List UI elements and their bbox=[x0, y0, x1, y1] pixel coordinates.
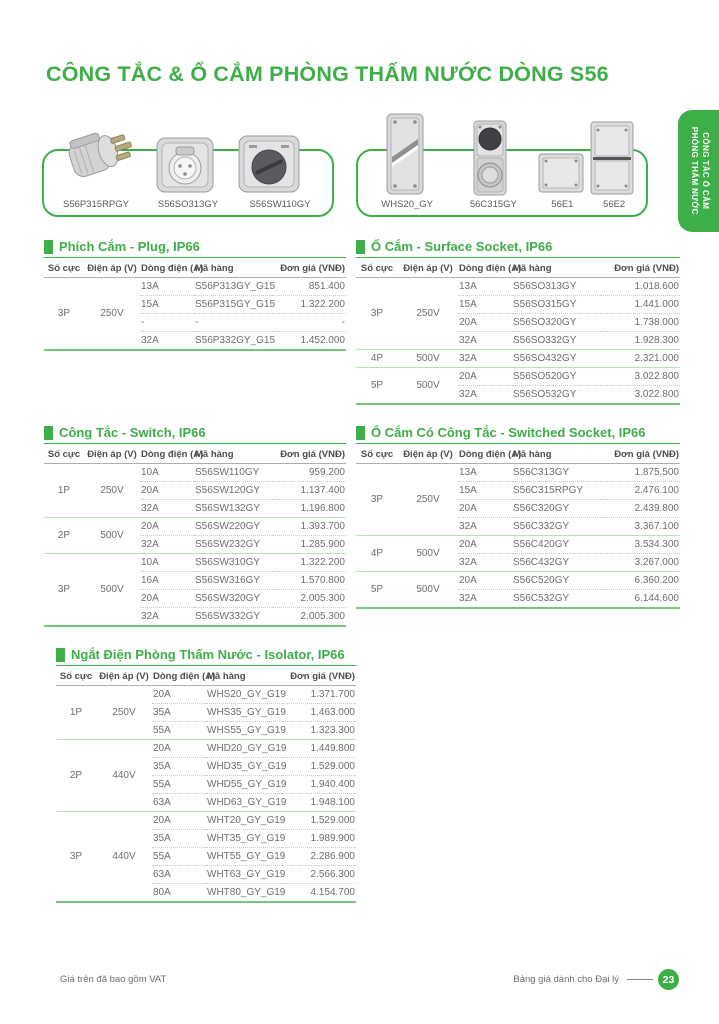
voltage-cell: 250V bbox=[100, 485, 124, 496]
current-cell: 32A bbox=[458, 332, 512, 350]
header-row bbox=[44, 445, 346, 464]
current-cell: 20A bbox=[458, 314, 512, 332]
page-footer bbox=[60, 969, 679, 990]
price-cell: 1.137.400 bbox=[272, 482, 346, 500]
voltage-column-header: Điện áp (V) bbox=[96, 667, 152, 686]
price-cell: 3.534.300 bbox=[600, 536, 680, 554]
code-cell: WHS55_GY_G19 bbox=[206, 722, 282, 740]
chapter-tab-label bbox=[688, 127, 710, 215]
current-cell: 20A bbox=[153, 689, 171, 700]
current-column-header: Dòng điện (A) bbox=[140, 445, 194, 464]
product-group-s56 bbox=[42, 149, 334, 217]
price-cell: 2.566.300 bbox=[282, 866, 356, 884]
poles-cell: 4P bbox=[356, 536, 398, 572]
code-column-header: Mã hàng bbox=[206, 667, 282, 686]
product-label: S56SW110GY bbox=[249, 199, 311, 210]
poles-column-header: Số cực bbox=[356, 445, 398, 464]
price-column-header: Đơn giá (VNĐ) bbox=[272, 259, 346, 278]
header-row bbox=[356, 445, 680, 464]
table-row bbox=[44, 554, 346, 572]
current-cell: 63A bbox=[152, 866, 206, 884]
product-labels bbox=[50, 199, 326, 210]
product-label: 56E2 bbox=[603, 199, 626, 210]
current-cell: 15A bbox=[458, 482, 512, 500]
voltage-column-header: Điện áp (V) bbox=[84, 445, 140, 464]
price-cell: 6.360.200 bbox=[600, 572, 680, 590]
section-marker-icon bbox=[356, 240, 365, 254]
price-cell: 851.400 bbox=[308, 281, 345, 292]
current-column-header: Dòng điện (A) bbox=[458, 445, 512, 464]
price-table bbox=[44, 259, 346, 351]
isolator-table-section bbox=[56, 647, 356, 903]
current-cell: 80A bbox=[152, 884, 206, 903]
current-cell: 32A bbox=[140, 536, 194, 554]
isolator-photo bbox=[382, 111, 428, 197]
code-cell: S56SW332GY bbox=[194, 608, 272, 627]
vat-note: Giá trên đã bao gồm VAT bbox=[60, 974, 167, 985]
code-cell: WHD35_GY_G19 bbox=[206, 758, 282, 776]
code-cell: S56SW120GY bbox=[194, 482, 272, 500]
code-cell: S56C313GY bbox=[513, 467, 570, 478]
voltage-column-header: Điện áp (V) bbox=[398, 445, 458, 464]
poles-cell: 5P bbox=[356, 368, 398, 405]
voltage-cell: 500V bbox=[84, 554, 140, 627]
code-cell: S56C315RPGY bbox=[512, 482, 600, 500]
section-title bbox=[44, 425, 346, 444]
table-row bbox=[56, 740, 356, 758]
voltage-cell: 500V bbox=[398, 572, 458, 609]
code-cell: S56SO320GY bbox=[512, 314, 600, 332]
price-cell: 2.439.800 bbox=[600, 500, 680, 518]
current-cell: 32A bbox=[458, 350, 512, 368]
price-list-audience: Bảng giá dành cho Đại lý bbox=[513, 974, 619, 985]
section-title-text: Ổ Cắm - Surface Socket, IP66 bbox=[371, 239, 553, 254]
section-title bbox=[44, 239, 346, 258]
price-cell: 1.441.000 bbox=[600, 296, 680, 314]
table-row bbox=[44, 518, 346, 536]
table-row bbox=[356, 464, 680, 482]
voltage-cell: 250V bbox=[112, 707, 136, 718]
price-cell: 1.463.000 bbox=[282, 704, 356, 722]
current-cell: 20A bbox=[152, 740, 206, 758]
current-cell: 20A bbox=[152, 812, 206, 830]
section-title bbox=[356, 239, 680, 258]
switch-photo bbox=[236, 133, 302, 195]
current-cell: 55A bbox=[152, 722, 206, 740]
code-cell: S56P332GY_G15 bbox=[194, 332, 272, 351]
footer-right bbox=[513, 969, 679, 990]
code-cell: S56C320GY bbox=[512, 500, 600, 518]
page-title: CÔNG TẮC & Ổ CẮM PHÒNG THẤM NƯỚC DÒNG S56 bbox=[46, 62, 609, 86]
table-row bbox=[356, 350, 680, 368]
price-cell: 1.371.700 bbox=[310, 689, 355, 700]
code-cell: WHS35_GY_G19 bbox=[206, 704, 282, 722]
poles-column-header: Số cực bbox=[356, 259, 398, 278]
price-cell: 2.476.100 bbox=[600, 482, 680, 500]
voltage-cell: 500V bbox=[398, 350, 458, 368]
table-row bbox=[356, 278, 680, 296]
poles-cell: 2P bbox=[44, 518, 84, 554]
poles-cell: 3P bbox=[370, 494, 384, 505]
price-cell: 1.529.000 bbox=[282, 758, 356, 776]
switched-socket-table-section bbox=[356, 425, 680, 609]
switched-socket-photo bbox=[470, 119, 510, 197]
price-cell: 4.154.700 bbox=[282, 884, 356, 903]
chapter-tab bbox=[678, 110, 719, 232]
price-cell: 1.529.000 bbox=[282, 812, 356, 830]
price-table bbox=[356, 259, 680, 405]
code-cell: S56SW110GY bbox=[195, 467, 260, 478]
price-tables-area bbox=[44, 239, 680, 903]
code-cell: WHD63_GY_G19 bbox=[206, 794, 282, 812]
section-title-text: Phích Cắm - Plug, IP66 bbox=[59, 239, 200, 254]
price-cell: 3.022.800 bbox=[600, 386, 680, 405]
code-cell: S56SO432GY bbox=[512, 350, 600, 368]
code-cell: S56SO520GY bbox=[512, 368, 600, 386]
table-row bbox=[56, 812, 356, 830]
code-cell: WHT20_GY_G19 bbox=[206, 812, 282, 830]
poles-column-header: Số cực bbox=[44, 259, 84, 278]
current-cell: 32A bbox=[140, 332, 194, 351]
poles-column-header: Số cực bbox=[44, 445, 84, 464]
voltage-cell: 250V bbox=[100, 308, 124, 319]
current-cell: 16A bbox=[140, 572, 194, 590]
price-cell: 1.196.800 bbox=[272, 500, 346, 518]
enclosure-56e1-photo bbox=[536, 151, 586, 195]
code-cell: S56SO532GY bbox=[512, 386, 600, 405]
price-column-header: Đơn giá (VNĐ) bbox=[282, 667, 356, 686]
code-column-header: Mã hàng bbox=[194, 259, 272, 278]
code-cell: S56SW232GY bbox=[194, 536, 272, 554]
current-cell: 35A bbox=[152, 830, 206, 848]
voltage-cell: 500V bbox=[84, 518, 140, 554]
voltage-cell: 250V bbox=[416, 308, 440, 319]
current-cell: 55A bbox=[152, 848, 206, 866]
poles-cell: 3P bbox=[370, 308, 384, 319]
current-cell: 10A bbox=[141, 467, 159, 478]
price-column-header: Đơn giá (VNĐ) bbox=[272, 445, 346, 464]
current-cell: 15A bbox=[458, 296, 512, 314]
chapter-tab-line2: PHÒNG THẤM NƯỚC bbox=[689, 127, 699, 215]
current-cell: 35A bbox=[152, 758, 206, 776]
current-cell: 10A bbox=[140, 554, 194, 572]
code-cell: S56P313GY_G15 bbox=[195, 281, 276, 292]
current-cell: 20A bbox=[458, 500, 512, 518]
code-cell: S56SO332GY bbox=[512, 332, 600, 350]
current-cell: 20A bbox=[140, 482, 194, 500]
current-column-header: Dòng điện (A) bbox=[458, 259, 512, 278]
price-cell: 1.989.900 bbox=[282, 830, 356, 848]
code-cell: S56C432GY bbox=[512, 554, 600, 572]
code-cell: S56C520GY bbox=[512, 572, 600, 590]
voltage-cell: 500V bbox=[398, 536, 458, 572]
price-cell: 1.940.400 bbox=[282, 776, 356, 794]
section-title bbox=[56, 647, 356, 666]
section-title-text: Ổ Cắm Có Công Tắc - Switched Socket, IP66 bbox=[371, 425, 646, 440]
poles-cell: 1P bbox=[57, 485, 71, 496]
current-cell: 32A bbox=[140, 608, 194, 627]
section-marker-icon bbox=[56, 648, 65, 662]
code-column-header: Mã hàng bbox=[512, 445, 600, 464]
header-row bbox=[56, 667, 356, 686]
page-number-badge: 23 bbox=[658, 969, 679, 990]
voltage-column-header: Điện áp (V) bbox=[398, 259, 458, 278]
price-cell: 1.322.200 bbox=[272, 554, 346, 572]
table-band-3 bbox=[56, 647, 680, 903]
plug-table-section bbox=[44, 239, 346, 351]
code-column-header: Mã hàng bbox=[194, 445, 272, 464]
code-cell: S56C332GY bbox=[512, 518, 600, 536]
table-band-2 bbox=[44, 425, 680, 627]
product-label: S56SO313GY bbox=[157, 199, 219, 210]
poles-cell: 5P bbox=[356, 572, 398, 609]
current-cell: 20A bbox=[458, 536, 512, 554]
code-cell: S56SW310GY bbox=[194, 554, 272, 572]
current-cell: 32A bbox=[458, 518, 512, 536]
table-row bbox=[356, 572, 680, 590]
table-row bbox=[44, 464, 346, 482]
voltage-cell: 440V bbox=[96, 812, 152, 903]
price-cell: 959.200 bbox=[308, 467, 345, 478]
price-cell: 1.948.100 bbox=[282, 794, 356, 812]
header-row bbox=[44, 259, 346, 278]
price-cell: 1.018.600 bbox=[634, 281, 679, 292]
price-cell: 2.005.300 bbox=[272, 608, 346, 627]
code-cell: WHT35_GY_G19 bbox=[206, 830, 282, 848]
voltage-cell: 500V bbox=[398, 368, 458, 405]
price-cell: 1.322.200 bbox=[272, 296, 346, 314]
section-marker-icon bbox=[44, 426, 53, 440]
code-cell: S56SO313GY bbox=[513, 281, 577, 292]
section-marker-icon bbox=[44, 240, 53, 254]
code-cell: WHD20_GY_G19 bbox=[206, 740, 282, 758]
current-cell: 32A bbox=[458, 386, 512, 405]
current-cell: 13A bbox=[141, 281, 159, 292]
price-cell: 6.144.600 bbox=[600, 590, 680, 609]
enclosure-56e2-photo bbox=[588, 119, 636, 197]
table-band-1 bbox=[44, 239, 680, 405]
price-cell: 1.449.800 bbox=[282, 740, 356, 758]
code-cell: S56SW220GY bbox=[194, 518, 272, 536]
price-cell: 1.323.300 bbox=[282, 722, 356, 740]
poles-cell: 3P bbox=[57, 308, 71, 319]
section-title-text: Công Tắc - Switch, IP66 bbox=[59, 425, 206, 440]
code-cell: WHS20_GY_G19 bbox=[207, 689, 286, 700]
price-cell: 1.452.000 bbox=[272, 332, 346, 351]
code-cell: S56P315GY_G15 bbox=[194, 296, 272, 314]
price-cell: 1.875.500 bbox=[634, 467, 679, 478]
code-cell: WHT80_GY_G19 bbox=[206, 884, 282, 903]
surface-socket-table-section bbox=[356, 239, 680, 405]
current-cell: 20A bbox=[458, 368, 512, 386]
price-cell: 1.285.900 bbox=[272, 536, 346, 554]
code-cell: S56SW132GY bbox=[194, 500, 272, 518]
code-cell: S56C420GY bbox=[512, 536, 600, 554]
price-cell: 1.570.800 bbox=[272, 572, 346, 590]
current-cell: 20A bbox=[458, 572, 512, 590]
price-cell: 2.321.000 bbox=[600, 350, 680, 368]
price-cell: 1.738.000 bbox=[600, 314, 680, 332]
poles-column-header: Số cực bbox=[56, 667, 96, 686]
poles-cell: 3P bbox=[44, 554, 84, 627]
price-cell: 2.286.900 bbox=[282, 848, 356, 866]
current-cell: 32A bbox=[140, 500, 194, 518]
price-cell: 3.267.000 bbox=[600, 554, 680, 572]
product-labels bbox=[364, 199, 640, 210]
price-cell: 3.022.800 bbox=[600, 368, 680, 386]
current-column-header: Dòng điện (A) bbox=[140, 259, 194, 278]
section-title bbox=[356, 425, 680, 444]
current-cell: 55A bbox=[152, 776, 206, 794]
section-marker-icon bbox=[356, 426, 365, 440]
current-cell: 20A bbox=[140, 518, 194, 536]
product-label: 56E1 bbox=[551, 199, 574, 210]
product-label: WHS20_GY bbox=[381, 199, 433, 210]
poles-cell: 3P bbox=[56, 812, 96, 903]
current-cell: 32A bbox=[458, 554, 512, 572]
code-cell: WHT63_GY_G19 bbox=[206, 866, 282, 884]
price-column-header: Đơn giá (VNĐ) bbox=[600, 259, 680, 278]
price-cell: - bbox=[272, 314, 346, 332]
voltage-cell: 440V bbox=[96, 740, 152, 812]
switch-table-section bbox=[44, 425, 346, 627]
code-cell: - bbox=[194, 314, 272, 332]
price-table bbox=[44, 445, 346, 627]
plug-photo bbox=[58, 123, 142, 197]
current-column-header: Dòng điện (A) bbox=[152, 667, 206, 686]
current-cell: 20A bbox=[140, 590, 194, 608]
product-label: 56C315GY bbox=[469, 199, 517, 210]
chapter-tab-line1: CÔNG TẮC Ổ CẮM bbox=[700, 132, 710, 210]
product-showcase bbox=[42, 111, 680, 215]
price-table bbox=[56, 667, 356, 903]
current-cell: 13A bbox=[459, 281, 477, 292]
price-cell: 1.928.300 bbox=[600, 332, 680, 350]
current-cell: 13A bbox=[459, 467, 477, 478]
code-cell: WHT55_GY_G19 bbox=[206, 848, 282, 866]
code-cell: S56SO315GY bbox=[512, 296, 600, 314]
table-row bbox=[44, 278, 346, 296]
price-table bbox=[356, 445, 680, 609]
table-row bbox=[356, 368, 680, 386]
table-row bbox=[356, 536, 680, 554]
section-title-text: Ngắt Điện Phòng Thấm Nước - Isolator, IP66 bbox=[71, 647, 345, 662]
code-column-header: Mã hàng bbox=[512, 259, 600, 278]
poles-cell: 4P bbox=[356, 350, 398, 368]
current-cell: 15A bbox=[140, 296, 194, 314]
product-group-wh-56 bbox=[356, 149, 648, 217]
header-row bbox=[356, 259, 680, 278]
socket-photo bbox=[154, 135, 216, 195]
voltage-cell: 250V bbox=[416, 494, 440, 505]
current-cell: 63A bbox=[152, 794, 206, 812]
price-cell: 1.393.700 bbox=[272, 518, 346, 536]
voltage-column-header: Điện áp (V) bbox=[84, 259, 140, 278]
poles-cell: 1P bbox=[69, 707, 83, 718]
current-cell: 35A bbox=[152, 704, 206, 722]
price-cell: 2.005.300 bbox=[272, 590, 346, 608]
code-cell: S56SW320GY bbox=[194, 590, 272, 608]
table-row bbox=[56, 686, 356, 704]
code-cell: S56SW316GY bbox=[194, 572, 272, 590]
code-cell: S56C532GY bbox=[512, 590, 600, 609]
footer-rule bbox=[627, 979, 653, 980]
price-cell: 3.367.100 bbox=[600, 518, 680, 536]
price-column-header: Đơn giá (VNĐ) bbox=[600, 445, 680, 464]
product-label: S56P315RPGY bbox=[62, 199, 129, 210]
current-cell: 32A bbox=[458, 590, 512, 609]
current-cell: - bbox=[140, 314, 194, 332]
code-cell: WHD55_GY_G19 bbox=[206, 776, 282, 794]
poles-cell: 2P bbox=[56, 740, 96, 812]
